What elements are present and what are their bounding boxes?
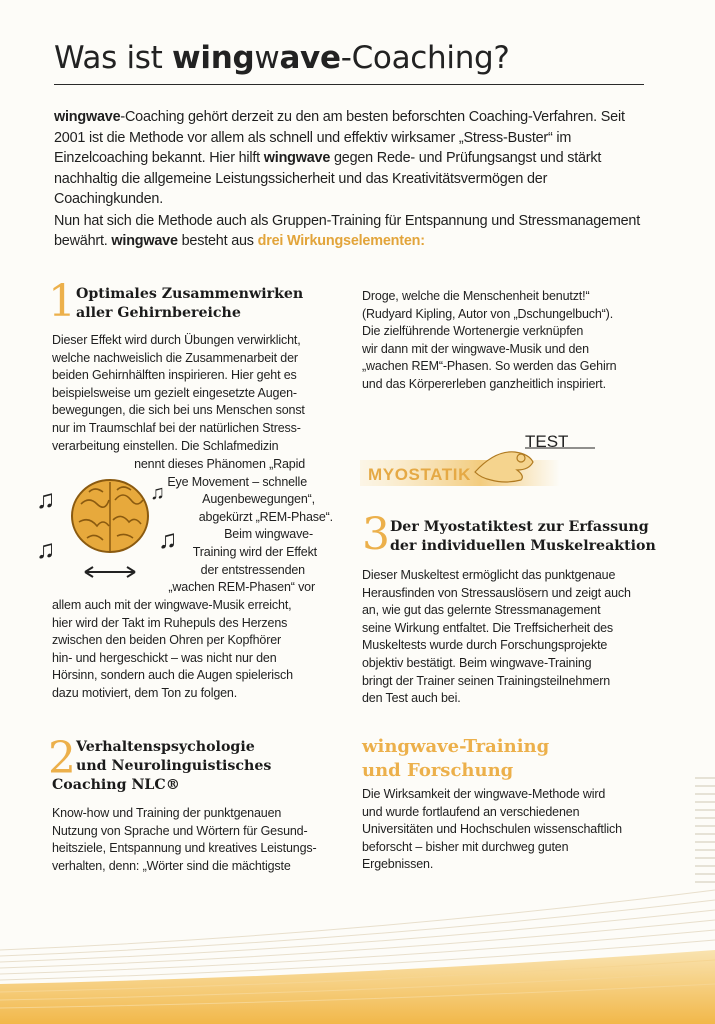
body-line: Training wird der Effekt — [192, 544, 317, 559]
music-note-icon: ♫ — [36, 484, 56, 514]
body-line: beforscht – bisher mit durchweg guten — [362, 839, 569, 854]
body-line: Dieser Effekt wird durch Übungen verwirklicht, — [52, 333, 301, 347]
body-line: verhalten, denn: „Wörter sind die mächtigste — [52, 858, 291, 873]
body-line: Hörsinn, sondern auch die Augen spielerisch — [52, 668, 293, 683]
body-line: beiden Gehirnhälften inspirieren. Hier geht es — [52, 368, 297, 383]
body-line: welche nachweislich die Zusammenarbeit der — [52, 350, 298, 365]
intro-text: wingwave-Coaching gehört derzeit zu den am besten beforschten Coaching-Verfahren. Seit 2001 ist die Methode vor allem als schnell und effektiv wirksamer „Stress-Buster“ im Einzelcoaching bekannt. Hier hilft wingwave gegen Rede- und Prüfungsangst und stärkt nachhaltig die allgemeine Leistungssicherheit und das Kreativitätsvermögen der Coachingkunden. Nun hat sich die Methode auch als Gruppen-Training für Entspannung und Stressmanagement bewährt. wingwave besteht aus drei Wirkungselementen: — [54, 109, 641, 249]
section3-body — [362, 567, 662, 708]
brain-icon — [65, 470, 155, 582]
body-line: Muskeltests wurde durch Forschungsprojekte — [362, 638, 608, 653]
side-wave-lines — [695, 770, 715, 890]
body-line: (Rudyard Kipling, Autor von „Dschungelbuch“). — [362, 306, 614, 321]
body-line: nur im Traumschlaf bei der natürlichen Stress- — [52, 420, 301, 435]
body-line: Nutzung von Sprache und Wörtern für Gesund- — [52, 823, 308, 838]
body-line: nennt dieses Phänomen „Rapid — [134, 457, 305, 471]
section1-tail — [52, 597, 342, 703]
myostatik-label: MYOSTATIK — [368, 465, 471, 484]
body-line: allem auch mit der wingwave-Musik erreicht, — [52, 598, 292, 612]
body-line: Know-how und Training der punktgenauen — [52, 806, 282, 820]
body-line: seine Wirkung entfaltet. Die Treffsicherheit des — [362, 620, 614, 635]
body-line: beispielsweise um gezielt eingesetzte Augen- — [52, 385, 297, 400]
body-line: Universitäten und Hochschulen wissenschaftlich — [362, 822, 622, 837]
body-line: heitsziele, Entspannung und kreatives Leistungs- — [52, 841, 317, 856]
body-line: Eye Movement – schnelle — [167, 474, 307, 489]
body-line: und wurde fortlaufend an verschiedenen — [362, 804, 580, 819]
body-line: bringt der Trainer seinen Trainingsteilnehmern — [362, 673, 611, 688]
body-line: Die zielführende Wortenergie verknüpfen — [362, 324, 584, 339]
section1-number: 1 — [48, 276, 76, 327]
body-line: bewegungen, die sich bei uns Menschen sonst — [52, 403, 305, 418]
left-right-arrow-icon — [85, 567, 135, 577]
section2-heading-line3: Coaching NLC® — [52, 777, 180, 793]
body-line: und das Körpererleben ganzheitlich inspiriert. — [362, 376, 606, 391]
body-line: „wachen REM-Phasen“ vor — [168, 580, 315, 595]
body-line: Augenbewegungen“, — [202, 492, 315, 507]
training-body — [362, 786, 662, 874]
body-line: den Test auch bei. — [362, 691, 461, 706]
body-line: dazu motiviert, dem Ton zu folgen. — [52, 685, 238, 700]
body-line: Ergebnissen. — [362, 857, 434, 872]
music-note-icon: ♫ — [36, 534, 56, 564]
body-line: abgekürzt „REM-Phase“. — [198, 509, 333, 524]
section2-number: 2 — [48, 733, 76, 784]
music-note-icon: ♫ — [150, 482, 165, 504]
body-line: Dieser Muskeltest ermöglicht das punktgenaue — [362, 568, 616, 582]
body-line: wir dann mit der wingwave-Musik und den — [362, 341, 589, 356]
section1-heading: Optimales Zusammenwirken aller Gehirnbereiche — [76, 286, 304, 321]
music-note-icon: ♫ — [158, 524, 178, 554]
body-line: Die Wirksamkeit der wingwave-Methode wird — [362, 787, 606, 801]
section1-body — [52, 332, 342, 455]
section2-body — [52, 805, 347, 875]
body-line: verarbeitung einstellen. Die Schlafmedizin — [52, 438, 279, 453]
body-line: „wachen REM“-Phasen. So werden das Gehirn — [362, 359, 617, 374]
body-line: hin- und hergeschickt – was nicht nur den — [52, 650, 277, 665]
body-line: hier wird der Takt im Ruhepuls des Herzens — [52, 615, 288, 630]
body-line: zwischen den beiden Ohren per Kopfhörer — [52, 633, 282, 648]
section3-number: 3 — [362, 509, 390, 560]
section3-heading: Der Myostatiktest zur Erfassung der individuellen Muskelreaktion — [390, 519, 656, 554]
body-line: Beim wingwave- — [224, 527, 313, 542]
body-line: Droge, welche die Menschenheit benutzt!“ — [362, 289, 590, 303]
bottom-wave-decoration — [0, 880, 715, 1024]
body-line: Herausfinden von Stressauslösern und zeigt auch — [362, 585, 631, 600]
section2-heading: Verhaltenspsychologie und Neurolinguistisches — [76, 739, 272, 774]
column2-quote — [362, 288, 662, 394]
body-line: an, wie gut das gelernte Stressmanagement — [362, 603, 601, 618]
page-title: Was ist wingwave-Coaching? — [54, 40, 510, 76]
title-rule — [54, 84, 644, 85]
test-label: TEST — [525, 432, 569, 451]
training-heading: wingwave-Training und Forschung — [362, 736, 550, 781]
body-line: objektiv bestätigt. Beim wingwave-Training — [362, 655, 592, 670]
body-line: der entstressenden — [200, 562, 305, 577]
